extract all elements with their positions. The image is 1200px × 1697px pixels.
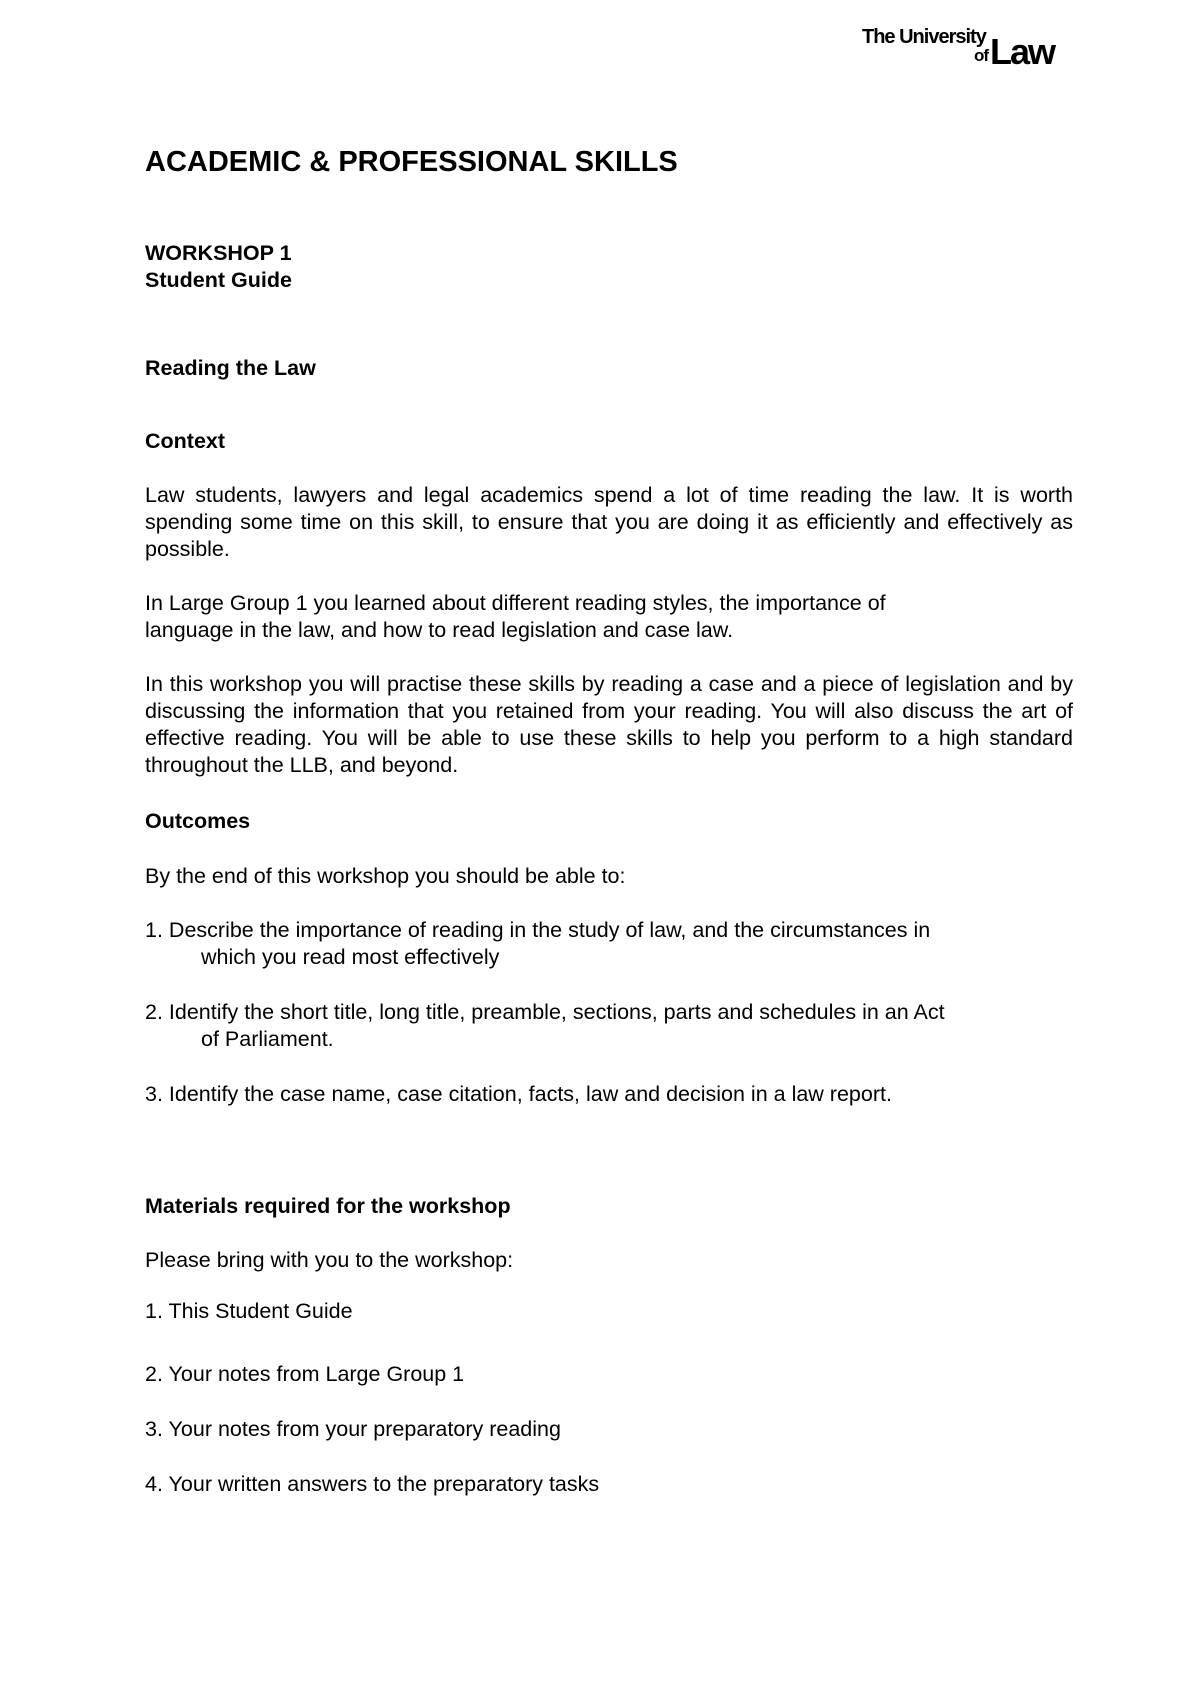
materials-intro: Please bring with you to the workshop: [145, 1248, 514, 1272]
material-number: 1. [145, 1299, 163, 1323]
logo-text-university: The University [862, 26, 986, 48]
material-text: Your written answers to the preparatory tasks [168, 1472, 600, 1496]
context-paragraph-3: In this workshop you will practise these skills by reading a case and a piece of legislation and by discussing the information that you retained from your reading. You will also discuss the art of effective reading. You will be able to use these skills to help you perform to a high standard throughout the LLB, and beyond. [145, 672, 1073, 777]
outcomes-heading: Outcomes [145, 809, 251, 833]
materials-heading: Materials required for the workshop [145, 1194, 511, 1218]
student-guide-label: Student Guide [145, 268, 292, 292]
material-text: Your notes from Large Group 1 [168, 1362, 465, 1386]
university-logo [862, 26, 1074, 70]
material-text: This Student Guide [168, 1299, 353, 1323]
context-heading: Context [145, 429, 226, 453]
outcome-text-continued: which you read most effectively [201, 945, 500, 969]
outcome-text: Identify the case name, case citation, facts, law and decision in a law report. [168, 1082, 892, 1106]
material-number: 4. [145, 1472, 163, 1496]
material-text: Your notes from your preparatory reading [168, 1417, 561, 1441]
material-number: 3. [145, 1417, 163, 1441]
context-paragraph-2-line-2: language in the law, and how to read legislation and case law. [145, 618, 734, 642]
outcome-number: 2. [145, 1000, 163, 1024]
outcome-text: Identify the short title, long title, preamble, sections, parts and schedules in an Act [168, 1000, 945, 1024]
logo-text-law: Law [990, 31, 1055, 72]
material-item [145, 1416, 561, 1443]
outcomes-intro: By the end of this workshop you should be able to: [145, 864, 626, 888]
outcome-item [145, 1081, 1073, 1108]
outcome-text-continued: of Parliament. [201, 1027, 334, 1051]
context-paragraph-1: Law students, lawyers and legal academics spend a lot of time reading the law. It is worth spending some time on this skill, to ensure that you are doing it as efficiently and effectively as possible. [145, 483, 1073, 561]
material-item [145, 1361, 464, 1388]
outcome-number: 1. [145, 918, 163, 942]
material-item [145, 1298, 353, 1325]
document-title: ACADEMIC & PROFESSIONAL SKILLS [145, 146, 678, 178]
outcome-item [145, 999, 1073, 1053]
logo-text-of: of [974, 46, 989, 65]
material-number: 2. [145, 1362, 163, 1386]
context-paragraph-2-line-1: In Large Group 1 you learned about different reading styles, the importance of [145, 591, 886, 615]
outcome-text: Describe the importance of reading in the study of law, and the circumstances in [168, 918, 931, 942]
material-item [145, 1471, 599, 1498]
workshop-label: WORKSHOP 1 [145, 241, 292, 265]
outcome-number: 3. [145, 1082, 163, 1106]
outcome-item [145, 917, 1073, 971]
topic-heading: Reading the Law [145, 356, 316, 380]
